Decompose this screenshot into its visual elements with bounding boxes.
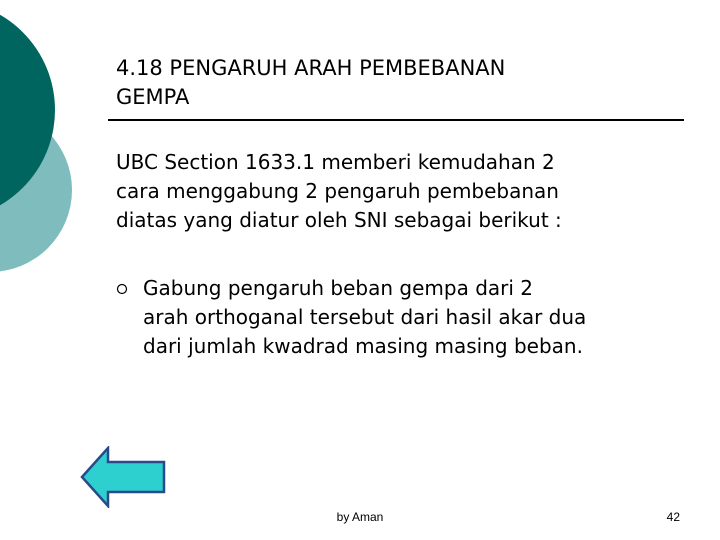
intro-paragraph — [116, 148, 696, 235]
bullet-line: arah orthoganal tersebut dari hasil akar dua — [143, 305, 587, 329]
back-button[interactable] — [80, 446, 166, 508]
decorative-circles — [0, 0, 120, 300]
bullet-circle-icon — [116, 283, 128, 295]
intro-line: cara menggabung 2 pengaruh pembebanan — [116, 179, 559, 203]
intro-line: diatas yang diatur oleh SNI sebagai berikut : — [116, 208, 562, 232]
left-arrow-icon[interactable] — [82, 448, 164, 506]
bullet-line: Gabung pengaruh beban gempa dari 2 — [143, 276, 533, 300]
intro-line: UBC Section 1633.1 memberi kemudahan 2 — [116, 150, 555, 174]
page-number: 42 — [666, 510, 680, 524]
footer-author: by Aman — [336, 510, 384, 524]
bullet-line: dari jumlah kwadrad masing masing beban. — [143, 334, 583, 358]
bullet-item — [143, 274, 703, 361]
title-line: 4.18 PENGARUH ARAH PEMBEBANAN — [116, 56, 506, 80]
slide-title — [116, 54, 676, 112]
title-divider — [108, 119, 684, 121]
title-line: GEMPA — [116, 85, 190, 109]
